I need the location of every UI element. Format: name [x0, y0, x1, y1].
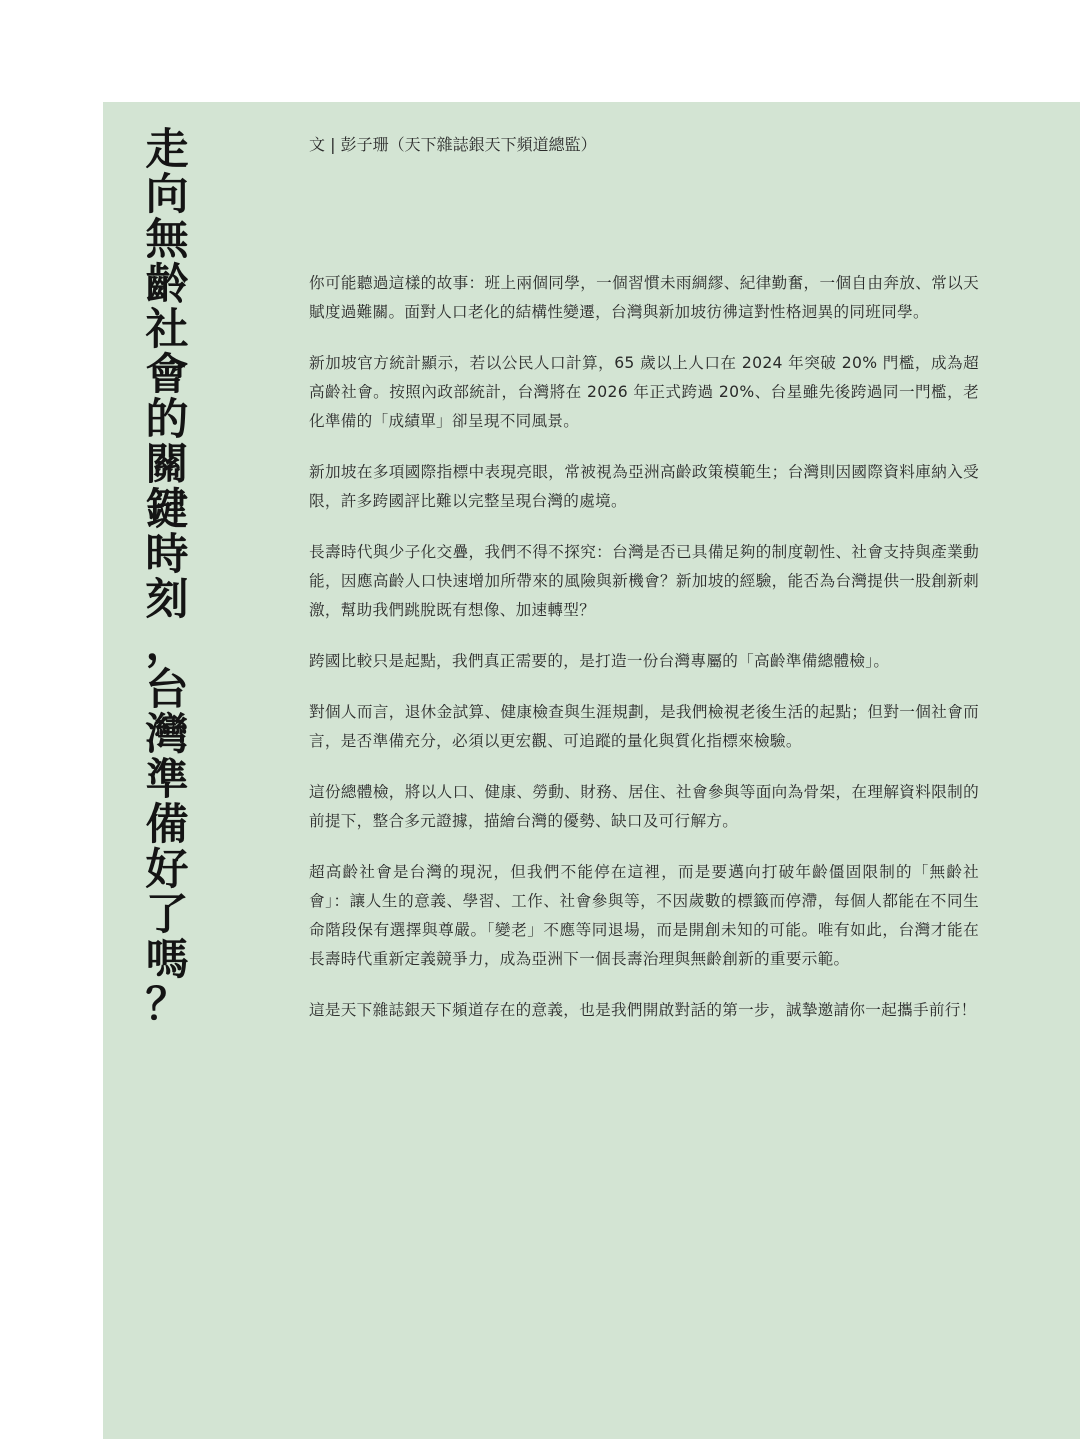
page-title: 走向無齡社會的關鍵時刻，台灣準備好了嗎？ — [145, 125, 189, 1030]
article-paragraph-9: 這是天下雜誌銀天下頻道存在的意義，也是我們開啟對話的第一步，誠摯邀請你一起攜手前行！ — [309, 1001, 977, 1019]
author-byline: 文 | 彭子珊（天下雜誌銀天下頻道總監） — [309, 135, 597, 154]
article-paragraph-5: 跨國比較只是起點，我們真正需要的，是打造一份台灣專屬的「高齡準備總體檢」。 — [309, 652, 890, 670]
article-paragraph-7: 這份總體檢，將以人口、健康、勞動、財務、居住、社會參與等面向為骨架，在理解資料限制的前提下，整合多元證據，描繪台灣的優勢、缺口及可行解方。 — [309, 783, 979, 830]
article-paragraph-6: 對個人而言，退休金試算、健康檢查與生涯規劃，是我們檢視老後生活的起點；但對一個社會而言，是否準備充分，必須以更宏觀、可追蹤的量化與質化指標來檢驗。 — [309, 703, 979, 750]
article-paragraph-4: 長壽時代與少子化交疊，我們不得不探究：台灣是否已具備足夠的制度韌性、社會支持與產業動能，因應高齡人口快速增加所帶來的風險與新機會？新加坡的經驗，能否為台灣提供一股創新刺激，幫助我們跳脫既有想像、加速轉型？ — [309, 543, 979, 619]
article-body — [309, 269, 979, 1047]
article-paragraph-1: 你可能聽過這樣的故事：班上兩個同學，一個習慣未雨綢繆、紀律勤奮，一個自由奔放、常以天賦度過難關。面對人口老化的結構性變遷，台灣與新加坡彷彿這對性格迥異的同班同學。 — [309, 274, 979, 321]
article-paragraph-2: 新加坡官方統計顯示，若以公民人口計算，65 歲以上人口在 2024 年突破 20% 門檻，成為超高齡社會。按照內政部統計，台灣將在 2026 年正式跨過 20%、台星雖先後跨過同一門檻，老化準備的「成績單」卻呈現不同風景。 — [309, 354, 979, 430]
article-paragraph-3: 新加坡在多項國際指標中表現亮眼，常被視為亞洲高齡政策模範生；台灣則因國際資料庫納入受限，許多跨國評比難以完整呈現台灣的處境。 — [309, 463, 979, 510]
article-paragraph-8: 超高齡社會是台灣的現況，但我們不能停在這裡，而是要邁向打破年齡僵固限制的「無齡社會」：讓人生的意義、學習、工作、社會參與等，不因歲數的標籤而停滯，每個人都能在不同生命階段保有選擇與尊嚴。「變老」不應等同退場，而是開創未知的可能。唯有如此，台灣才能在長壽時代重新定義競爭力，成為亞洲下一個長壽治理與無齡創新的重要示範。 — [309, 863, 979, 968]
